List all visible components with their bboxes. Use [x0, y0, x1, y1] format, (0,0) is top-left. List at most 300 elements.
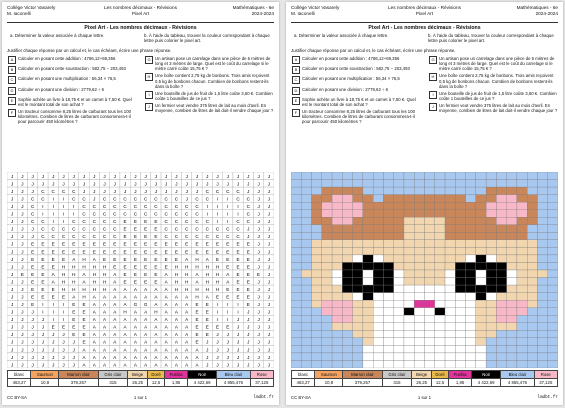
grid-cell: [301, 330, 311, 338]
grid-cell: [394, 345, 404, 353]
grid-cell: [507, 308, 517, 316]
grid-letter: A: [133, 317, 137, 323]
grid-letter: A: [123, 354, 127, 360]
grid-cell: [394, 187, 404, 195]
grid-letter: C: [236, 196, 240, 202]
grid-letter: A: [164, 302, 168, 308]
grid-cell: [537, 180, 547, 188]
grid-cell: [527, 172, 537, 180]
grid-letter: J: [21, 256, 24, 262]
grid-cell: [527, 293, 537, 301]
grid-cell: [312, 345, 322, 353]
grid-letter: C: [92, 226, 96, 232]
grid-letter: G: [143, 302, 148, 308]
grid-letter: E: [133, 219, 137, 225]
grid-cell: [486, 330, 496, 338]
grid-letter: C: [123, 211, 127, 217]
grid-cell: [486, 217, 496, 225]
grid-letter: E: [133, 226, 137, 232]
question-text: Un fermier veut vendre 375 litres de lait au mois d'avril. En moyenne, combien de litres de lait doit-il vendre chaque jour ?: [439, 103, 558, 114]
grid-cell: [301, 172, 311, 180]
grid-letter: E: [185, 249, 189, 255]
legend-color-4: Beige: [412, 371, 432, 379]
grid-letter: J: [206, 347, 209, 353]
grid-letter: I: [227, 196, 229, 202]
grid-cell: [291, 240, 301, 248]
grid-cell: [496, 353, 506, 361]
grid-cell: [332, 338, 342, 346]
grid-cell: [342, 315, 352, 323]
question-g: [429, 56, 559, 71]
grid-letter: H: [102, 279, 107, 285]
grid-cell: [291, 217, 301, 225]
grid-letter: J: [72, 362, 75, 368]
grid-cell: [301, 308, 311, 316]
grid-cell: [383, 195, 393, 203]
grid-cell: [466, 360, 476, 368]
grid-letter: J: [31, 354, 34, 360]
grid-cell: [342, 360, 352, 368]
legend-value-6: 1,85: [165, 379, 188, 387]
legend-value-1: 10,8: [31, 379, 59, 387]
grid-letter: H: [61, 286, 66, 292]
grid-cell: [414, 240, 424, 248]
grid-cell: [476, 338, 486, 346]
grid-cell: [435, 338, 445, 346]
grid-cell: [291, 278, 301, 286]
grid-letter: J: [216, 181, 219, 187]
grid-letter: E: [92, 241, 96, 247]
grid-cell: [342, 195, 352, 203]
grid-letter: H: [61, 271, 66, 277]
grid-cell: [476, 345, 486, 353]
grid-cell: [383, 345, 393, 353]
grid-letter: A: [195, 362, 199, 368]
grid-letter: H: [185, 286, 189, 292]
grid-cell: [527, 330, 537, 338]
grid-letter: J: [267, 188, 271, 194]
grid-cell: [342, 240, 352, 248]
legend-color-7: Noir: [472, 371, 501, 379]
grid-letter: C: [51, 234, 55, 240]
grid-cell: [527, 360, 537, 368]
grid-letter: J: [21, 211, 24, 217]
grid-cell: [517, 225, 527, 233]
grid-cell: [383, 293, 393, 301]
grid-cell: [301, 225, 311, 233]
grid-cell: [394, 323, 404, 331]
grid-cell: [312, 293, 322, 301]
grid-letter: E: [226, 286, 230, 292]
grid-cell: [342, 210, 352, 218]
grid-letter: C: [113, 204, 117, 210]
grid-letter: A: [82, 362, 86, 368]
question-letter: H: [145, 73, 153, 81]
grid-letter: J: [236, 173, 240, 179]
grid-cell: [527, 270, 537, 278]
grid-cell: [517, 353, 527, 361]
question-letter: H: [429, 73, 437, 81]
grid-letter: J: [267, 234, 271, 240]
grid-cell: [517, 180, 527, 188]
grid-cell: [537, 232, 547, 240]
grid-cell: [322, 217, 332, 225]
grid-letter: C: [226, 234, 230, 240]
grid-letter: A: [164, 339, 168, 345]
grid-letter: E: [72, 302, 76, 308]
grid-letter: A: [226, 279, 230, 285]
grid-letter: A: [144, 294, 148, 300]
grid-cell: [414, 202, 424, 210]
grid-letter: J: [123, 173, 127, 179]
grid-cell: [537, 360, 547, 368]
grid-cell: [486, 210, 496, 218]
grid-cell: [404, 293, 414, 301]
header-divider: [291, 22, 558, 23]
grid-cell: [476, 217, 486, 225]
grid-letter: A: [103, 309, 107, 315]
grid-cell: [435, 240, 445, 248]
grid-cell: [383, 225, 393, 233]
question-j: [145, 103, 275, 113]
grid-cell: [507, 210, 517, 218]
grid-cell: [342, 293, 352, 301]
grid-cell: [496, 262, 506, 270]
grid-cell: [517, 172, 527, 180]
grid-letter: E: [41, 264, 45, 270]
grid-letter: J: [267, 226, 271, 232]
grid-cell: [496, 270, 506, 278]
grid-cell: [373, 345, 383, 353]
grid-letter: E: [144, 234, 148, 240]
grid-letter: I: [227, 211, 229, 217]
grid-letter: J: [21, 241, 24, 247]
grid-cell: [445, 225, 455, 233]
grid-letter: C: [143, 196, 148, 202]
legend-color-3: Gris clair: [382, 371, 412, 379]
instruction-a: a. Déterminer la valeur associée à chaque lettre.: [10, 33, 105, 38]
grid-letter: J: [41, 317, 45, 323]
grid-cell: [312, 247, 322, 255]
grid-cell: [404, 278, 414, 286]
grid-cell: [394, 338, 404, 346]
question-letter: A: [292, 56, 300, 64]
grid-letter: J: [185, 188, 188, 194]
grid-cell: [517, 300, 527, 308]
grid-letter: J: [267, 279, 271, 285]
grid-letter: E: [123, 226, 127, 232]
grid-cell: [332, 225, 342, 233]
grid-letter: J: [247, 339, 250, 345]
grid-letter: J: [154, 173, 158, 179]
grid-cell: [527, 240, 537, 248]
grid-cell: [425, 285, 435, 293]
grid-cell: [548, 285, 558, 293]
grid-letter: A: [154, 362, 158, 368]
grid-letter: J: [21, 226, 24, 232]
grid-letter: A: [113, 332, 117, 338]
grid-cell: [394, 308, 404, 316]
question-letter: D: [8, 87, 16, 95]
grid-cell: [414, 345, 424, 353]
grid-letter: A: [72, 294, 76, 300]
legend-value-7: 4 422,69: [472, 379, 501, 387]
grid-cell: [548, 217, 558, 225]
grid-letter: J: [10, 249, 14, 255]
grid-letter: J: [195, 181, 199, 187]
grid-cell: [425, 330, 435, 338]
grid-cell: [455, 262, 465, 270]
grid-cell: [466, 195, 476, 203]
grid-cell: [404, 195, 414, 203]
grid-letter: J: [267, 196, 271, 202]
grid-letter: E: [154, 234, 158, 240]
grid-letter: J: [236, 317, 240, 323]
grid-cell: [383, 323, 393, 331]
legend-value-7: 4 422,69: [188, 379, 217, 387]
grid-cell: [527, 338, 537, 346]
grid-letter: E: [51, 324, 55, 330]
grid-cell: [507, 285, 517, 293]
grid-cell: [312, 210, 322, 218]
grid-cell: [342, 180, 352, 188]
question-text: Sophie achète un livre à 18,75 € et un carnet à 7,50 €. Quel est le montant total de son achat ?: [302, 96, 416, 107]
grid-letter: A: [164, 354, 168, 360]
grid-letter: E: [174, 249, 178, 255]
grid-cell: [445, 270, 455, 278]
grid-letter: A: [92, 332, 96, 338]
grid-cell: [291, 270, 301, 278]
grid-cell: [342, 255, 352, 263]
grid-cell: [507, 323, 517, 331]
grid-letter: J: [103, 173, 106, 179]
question-d: [8, 87, 138, 95]
grid-letter: I: [62, 309, 65, 315]
grid-cell: [322, 308, 332, 316]
grid-letter: J: [10, 302, 14, 308]
grid-cell: [404, 210, 414, 218]
grid-letter: C: [113, 226, 117, 232]
grid-letter: J: [165, 173, 168, 179]
grid-cell: [537, 187, 547, 195]
grid-cell: [383, 353, 393, 361]
grid-letter: J: [267, 264, 271, 270]
grid-letter: E: [205, 302, 209, 308]
grid-cell: [404, 338, 414, 346]
grid-letter: A: [144, 317, 148, 323]
grid-cell: [425, 240, 435, 248]
grid-letter: A: [103, 362, 107, 368]
grid-cell: [537, 202, 547, 210]
grid-cell: [537, 217, 547, 225]
grid-letter: J: [103, 181, 106, 187]
grid-letter: A: [123, 332, 127, 338]
grid-cell: [394, 330, 404, 338]
grid-letter: I: [62, 196, 65, 202]
grid-cell: [383, 247, 393, 255]
grid-cell: [496, 315, 506, 323]
grid-letter: E: [61, 241, 66, 247]
grid-letter: C: [195, 234, 199, 240]
grid-letter: A: [195, 354, 199, 360]
grid-cell: [353, 262, 363, 270]
grid-cell: [363, 308, 373, 316]
grid-letter: A: [113, 324, 117, 330]
grid-letter: J: [154, 181, 158, 187]
grid-cell: [486, 232, 496, 240]
grid-cell: [445, 300, 455, 308]
grid-cell: [548, 353, 558, 361]
grid-letter: J: [82, 173, 86, 179]
grid-letter: H: [72, 271, 76, 277]
grid-cell: [342, 232, 352, 240]
grid-cell: [322, 353, 332, 361]
grid-cell: [425, 293, 435, 301]
grid-cell: [537, 195, 547, 203]
grid-letter: A: [174, 362, 178, 368]
grid-letter: C: [195, 219, 199, 225]
grid-letter: A: [113, 286, 117, 292]
grid-cell: [383, 278, 393, 286]
grid-cell: [404, 202, 414, 210]
grid-letter: E: [154, 249, 158, 255]
grid-cell: [291, 195, 301, 203]
grid-letter: E: [154, 241, 158, 247]
grid-letter: H: [195, 264, 199, 270]
grid-letter: A: [185, 302, 189, 308]
level: Mathématiques - 6e: [232, 5, 274, 10]
grid-cell: [527, 180, 537, 188]
grid-letter: C: [51, 188, 55, 194]
grid-letter: A: [82, 354, 86, 360]
grid-cell: [414, 315, 424, 323]
grid-letter: E: [133, 279, 137, 285]
grid-cell: [394, 180, 404, 188]
grid-cell: [517, 330, 527, 338]
topic: Les nombres décimaux - Révisions: [388, 5, 461, 10]
grid-cell: [363, 285, 373, 293]
grid-letter: I: [227, 317, 229, 323]
grid-cell: [394, 285, 404, 293]
grid-cell: [517, 278, 527, 286]
grid-cell: [486, 345, 496, 353]
grid-letter: C: [82, 211, 86, 217]
grid-cell: [394, 172, 404, 180]
grid-letter: E: [226, 294, 230, 300]
question-text: Calculer en posant cette addition : 4786,12+69,356: [302, 56, 400, 61]
grid-cell: [466, 353, 476, 361]
grid-cell: [301, 315, 311, 323]
grid-letter: J: [10, 354, 14, 360]
grid-letter: C: [154, 196, 158, 202]
grid-cell: [312, 360, 322, 368]
grid-cell: [332, 323, 342, 331]
grid-letter: J: [10, 234, 14, 240]
grid-letter: H: [82, 256, 86, 262]
grid-cell: [414, 262, 424, 270]
grid-letter: E: [174, 256, 178, 262]
grid-cell: [507, 172, 517, 180]
grid-letter: J: [226, 332, 229, 338]
grid-cell: [507, 202, 517, 210]
grid-letter: C: [215, 226, 220, 232]
grid-cell: [332, 300, 342, 308]
grid-cell: [322, 232, 332, 240]
grid-cell: [496, 323, 506, 331]
grid-letter: J: [21, 294, 24, 300]
grid-letter: H: [174, 271, 179, 277]
grid-cell: [445, 285, 455, 293]
grid-letter: H: [154, 309, 158, 315]
question-letter: G: [145, 56, 153, 64]
grid-letter: C: [205, 234, 209, 240]
grid-letter: J: [206, 339, 209, 345]
grid-cell: [486, 285, 496, 293]
grid-cell: [486, 172, 496, 180]
grid-cell: [353, 187, 363, 195]
grid-letter: J: [247, 226, 250, 232]
grid-letter: A: [185, 354, 189, 360]
grid-letter: J: [21, 219, 24, 225]
grid-letter: E: [103, 241, 107, 247]
grid-cell: [527, 353, 537, 361]
grid-cell: [342, 172, 352, 180]
grid-cell: [517, 345, 527, 353]
grid-letter: E: [103, 256, 107, 262]
grid-cell: [373, 187, 383, 195]
grid-cell: [312, 270, 322, 278]
question-letter: B: [292, 66, 300, 74]
instruction-a: a. Déterminer la valeur associée à chaque lettre.: [294, 33, 389, 38]
grid-cell: [466, 323, 476, 331]
grid-letter: C: [174, 196, 179, 202]
grid-letter: I: [42, 302, 44, 308]
grid-cell: [425, 315, 435, 323]
grid-letter: E: [31, 279, 35, 285]
grid-letter: J: [236, 339, 240, 345]
grid-cell: [373, 293, 383, 301]
legend-value-1: 10,8: [315, 379, 343, 387]
grid-cell: [455, 195, 465, 203]
grid-cell: [476, 323, 486, 331]
grid-letter: J: [267, 332, 271, 338]
grid-cell: [537, 270, 547, 278]
grid-cell: [291, 330, 301, 338]
grid-letter: A: [174, 309, 178, 315]
grid-letter: A: [133, 354, 137, 360]
grid-cell: [322, 360, 332, 368]
question-c: [292, 76, 422, 84]
grid-letter: J: [134, 173, 137, 179]
grid-cell: [537, 293, 547, 301]
grid-letter: E: [31, 302, 35, 308]
grid-letter: J: [21, 309, 24, 315]
grid-cell: [383, 300, 393, 308]
question-text: Calculer en posant une division : 2779,62 ÷ 6: [302, 86, 388, 92]
grid-cell: [363, 345, 373, 353]
grid-letter: C: [133, 211, 138, 217]
grid-cell: [496, 330, 506, 338]
grid-letter: J: [267, 271, 271, 277]
grid-cell: [404, 217, 414, 225]
grid-letter: J: [31, 324, 34, 330]
grid-cell: [363, 278, 373, 286]
grid-letter: C: [102, 196, 107, 202]
grid-cell: [394, 232, 404, 240]
grid-letter: J: [247, 188, 250, 194]
grid-letter: J: [10, 339, 14, 345]
grid-cell: [466, 308, 476, 316]
